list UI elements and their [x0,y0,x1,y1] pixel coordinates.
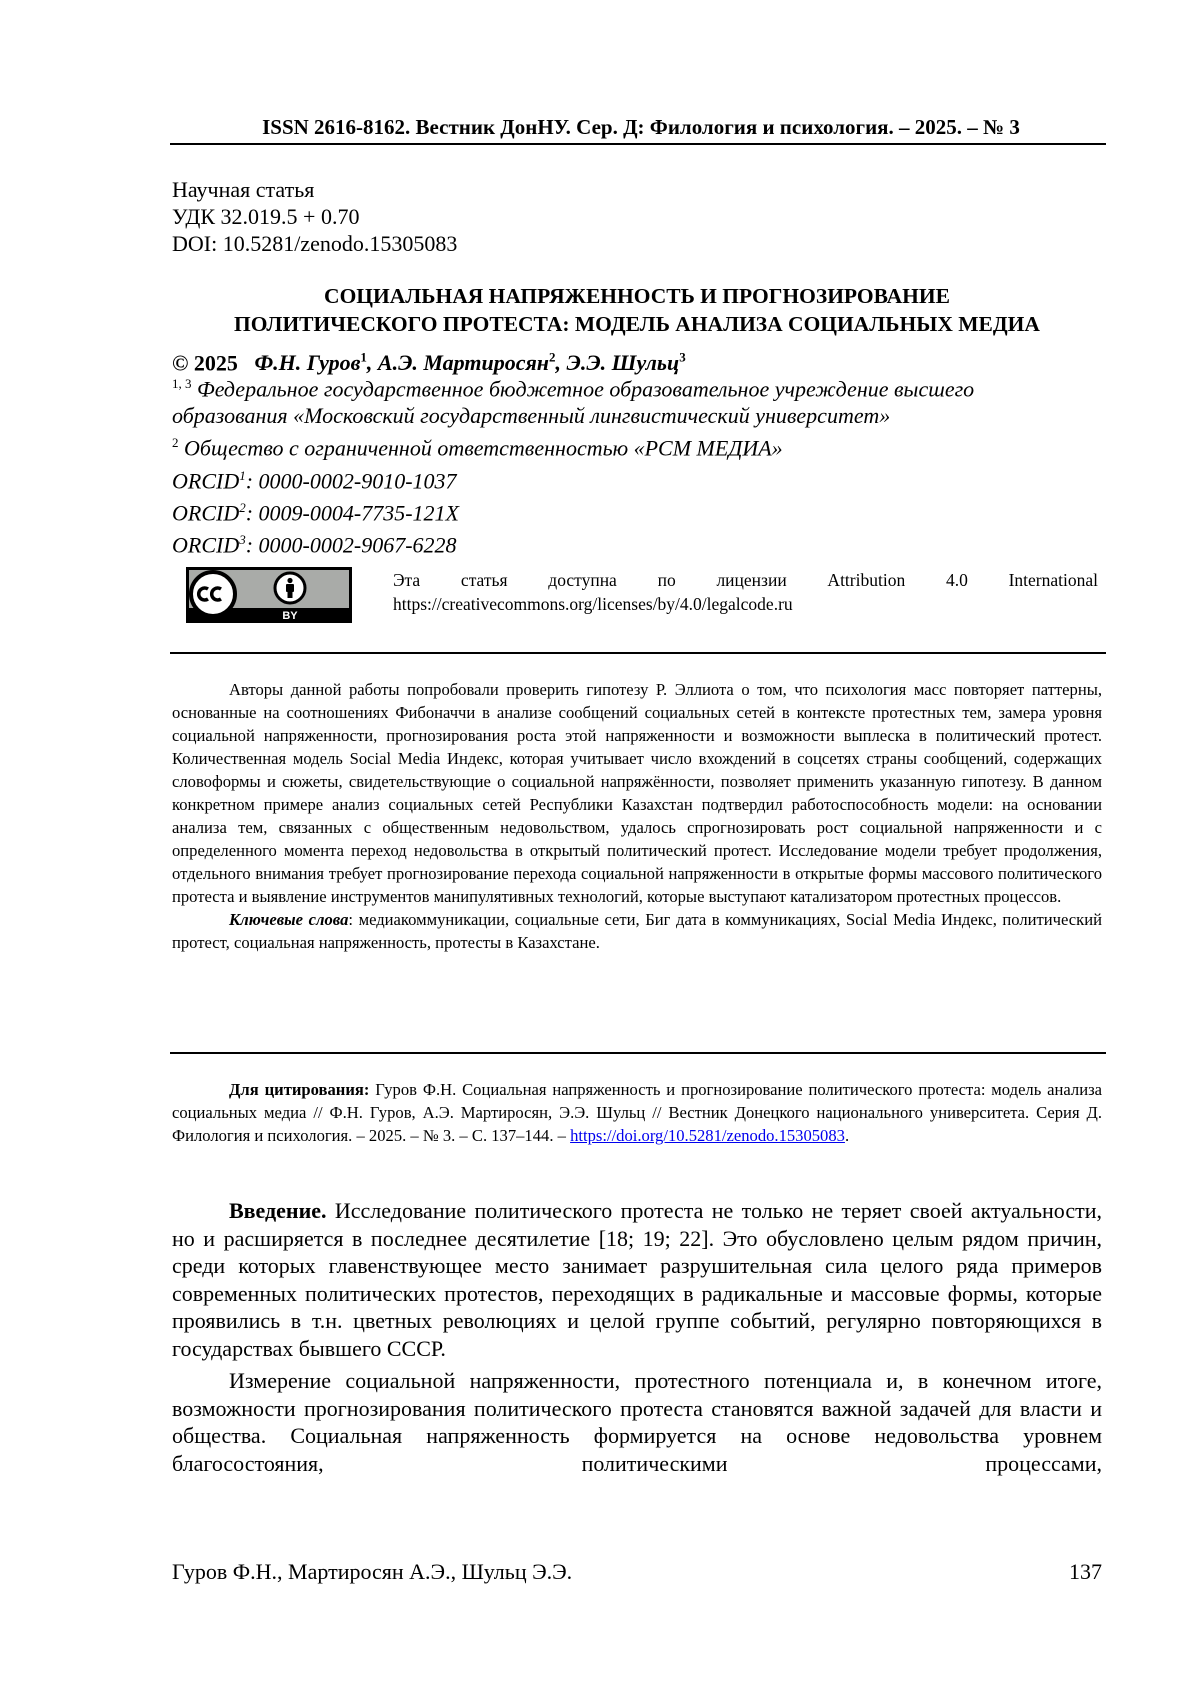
license-note [393,568,1098,616]
intro-heading: Введение. [229,1198,327,1223]
affiliation-2: $^2$ Общество с ограниченной ответственностью «РСМ МЕДИА» [172,435,783,461]
page-footer [172,1558,1102,1585]
author-1: Ф.Н. Гуров [254,350,361,376]
citation-label: Для цитирования: [229,1080,370,1099]
author-3: Э.Э. Шульц [566,350,680,376]
article-title [172,282,1102,338]
body-paragraph-2: Измерение социальной напряженности, протестного потенциала и, в конечном итоге, возможности прогнозирования политического протеста становятся важной задачей для власти и общества. Социальная напряженность формируется на основе недовольства уровнем благосостояния, политическими процессами, [172,1368,1102,1476]
affiliation-1-line-1: $^{1, 3}$ Федеральное государственное бюджетное образовательное учреждение высшего [172,376,975,402]
affiliations [172,370,1102,559]
journal-header: ISSN 2616-8162. Вестник ДонНУ. Сер. Д: Филология и психология. – 2025. – № 3 [262,115,1020,139]
doi: DOI: 10.5281/zenodo.15305083 [172,231,458,256]
footer-authors: Гуров Ф.Н., Мартиросян А.Э., Шульц Э.Э. [172,1559,573,1584]
affiliation-1-line-2: образования «Московский государственный лингвистический университет» [172,403,891,429]
citation: Для цитирования: Гуров Ф.Н. Социальная напряженность и прогнозирование политического протеста: модель анализа социальных медиа // Ф.Н. Гуров, А.Э. Мартиросян, Э.Э. Шульц // Вестник Донецкого национального университета. Серия Д. Филология и психология. – 2025. – № 3. – С. 137–144. – https://doi.org/10.5281/zenodo.15305083. [172,1080,1102,1145]
orcid-3: ORCID$^3$: 0000-0002-9067-6228 [172,532,457,558]
author-2: А.Э. Мартиросян [377,350,550,376]
author-2-sup: 2 [549,350,556,365]
abstract [172,678,1102,954]
cc-icon [191,572,235,616]
article-type: Научная статья [172,177,315,202]
keywords [172,908,1102,954]
article-body [172,1197,1102,1482]
citation-text: Гуров Ф.Н. Социальная напряженность и прогнозирование политического протеста: модель анализа социальных медиа // Ф.Н. Гуров, А.Э. Мартиросян, Э.Э. Шульц // Вестник Донецкого национального университета. Серия Д. Филология и психология. – 2025. – № 3. – С. 137–144. – [172,1080,1102,1145]
title-line-1: СОЦИАЛЬНАЯ НАПРЯЖЕННОСТЬ И ПРОГНОЗИРОВАНИЕ [324,284,950,308]
copyright: © 2025 [172,350,238,376]
badge-by-label: BY [282,610,298,622]
keywords-list: : медиакоммуникации, социальные сети, Биг дата в коммуникациях, Social Media Индекс, политический протест, социальная напряженность, протесты в Казахстане. [172,910,1102,952]
header-divider [170,143,1106,145]
abstract-text: Авторы данной работы попробовали проверить гипотезу Р. Эллиота о том, что психология масс повторяет паттерны, основанные на соотношениях Фибоначчи в анализе сообщений социальных сетей в контексте протестных тем, замера уровня социальной напряженности, прогнозирования роста этой напряженности и возможности выплеска в политический протест. Количественная модель Social Media Индекс, которая учитывает число вхождений в соцсетях страны сообщений, содержащих словоформы и сюжеты, свидетельствующие о социальной напряжённости, позволяет применить указанную гипотезу. В данном конкретном примере анализ социальных сетей Республики Казахстан подтвердил работоспособность модели: на основании анализа тем, связанных с общественным недовольством, удалось спрогнозировать рост социальной напряженности и с определенного момента переход недовольства в открытый политический протест. Исследование модели требует продолжения, отдельного внимания требует прогнозирование перехода социальной напряженности в открытые формы массового политического протеста и выявление инструментов манипулятивных технологий, которые выступают катализатором протестных процессов. [172,680,1102,906]
udc-code: УДК 32.019.5 + 0.70 [172,204,360,229]
orcid-2: ORCID$^2$: 0009-0004-7735-121X [172,499,459,526]
orcid-1: ORCID$^1$: 0000-0002-9010-1037 [172,467,457,493]
keywords-label: Ключевые слова [229,910,349,929]
intro-paragraph: Введение. Исследование политического протеста не только не теряет своей актуальности, но и расширяется в последнее десятилетие [18; 19; 22]. Это обусловлено целым рядом причин, среди которых главенствующее место занимает разрушительная сила целого ряда примеров современных политических протестов, переходящих в радикальные и массовые формы, которые проявились в т.н. цветных революциях и целой группе событий, регулярно повторяющихся в государствах бывшего СССР. [172,1198,1102,1361]
title-line-2: ПОЛИТИЧЕСКОГО ПРОТЕСТА: МОДЕЛЬ АНАЛИЗА СОЦИАЛЬНЫХ МЕДИА [234,312,1040,336]
author-3-sup: 3 [679,350,686,365]
attribution-person-icon [275,573,305,603]
citation-doi-link[interactable]: https://doi.org/10.5281/zenodo.15305083 [570,1126,845,1145]
license-line-1: Эта статья доступна по лицензии Attribution 4.0 International [393,570,1098,590]
author-1-sup: 1 [360,350,367,365]
article-meta [172,176,457,257]
license-url[interactable]: https://creativecommons.org/licenses/by/4.0/legalcode.ru [393,594,793,614]
authors-line: © 2025 Ф.Н. Гуров$^1$, А.Э. Мартиросян$^2$, Э.Э. Шульц$^3$ [172,350,686,376]
cc-by-license-badge [186,567,352,623]
abstract-top-divider [170,652,1106,654]
abstract-bottom-divider [170,1052,1106,1054]
page-number: 137 [1069,1559,1102,1584]
